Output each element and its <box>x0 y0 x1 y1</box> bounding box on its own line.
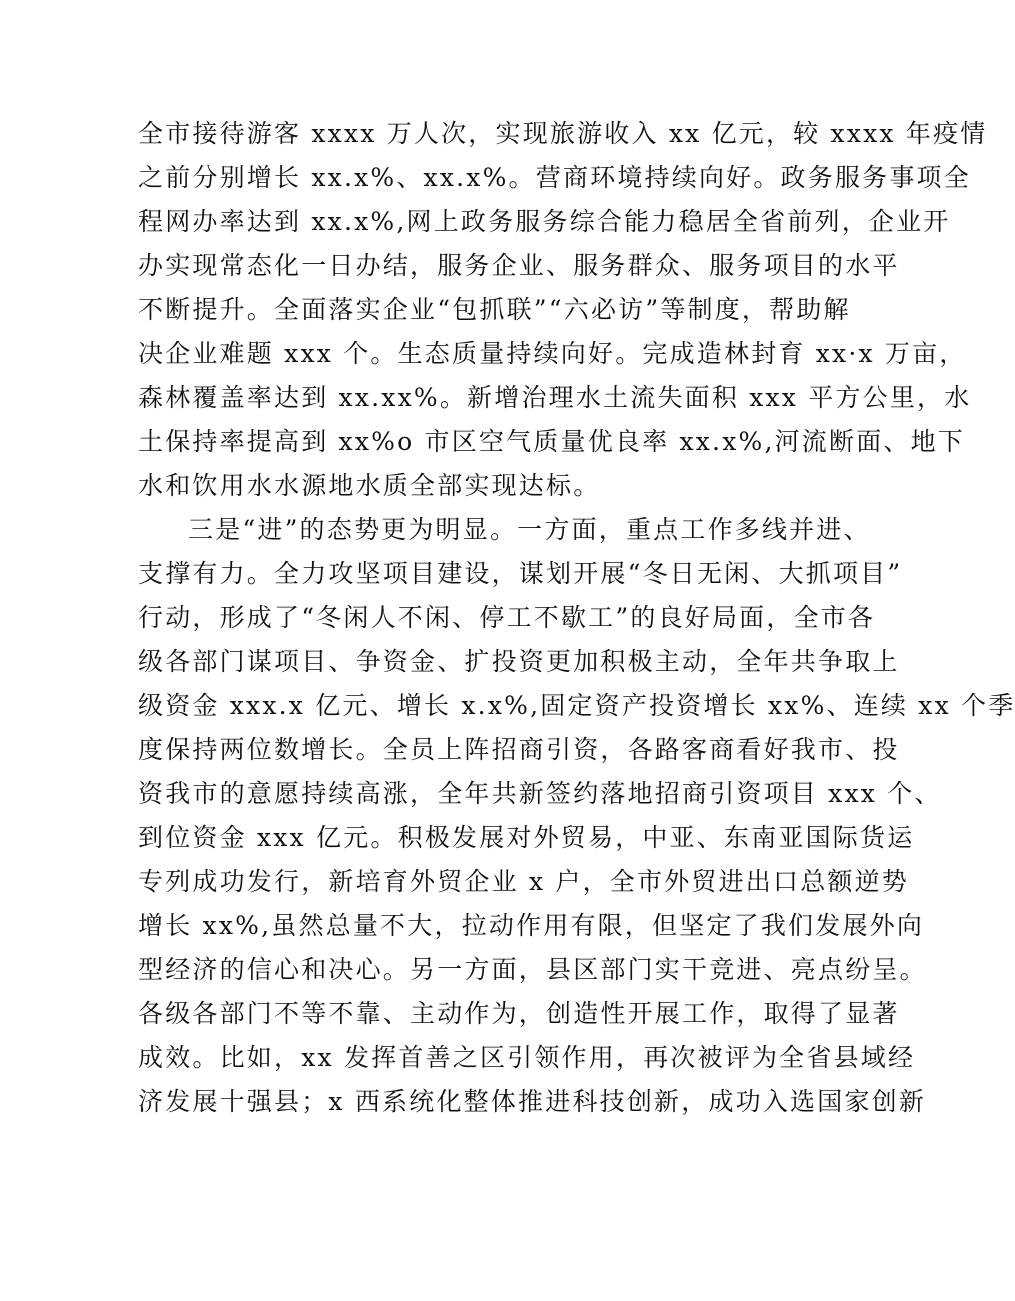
text-line: 各级各部门不等不靠、主动作为，创造性开展工作，取得了显著 <box>138 999 900 1028</box>
text-line: 级各部门谋项目、争资金、扩投资更加积极主动，全年共争取上 <box>138 647 900 676</box>
text-line: 成效。比如，xx 发挥首善之区引领作用，再次被评为全省县域经 <box>138 1043 916 1072</box>
text-line: 度保持两位数增长。全员上阵招商引资，各路客商看好我市、投 <box>138 735 900 764</box>
text-line: 全市接待游客 xxxx 万人次，实现旅游收入 xx 亿元，较 xxxx 年疫情 <box>138 119 988 148</box>
text-line: 之前分别增长 xx.x%、xx.x%。营商环境持续向好。政务服务事项全 <box>138 163 971 192</box>
document-body <box>138 112 1015 1124</box>
text-line: 到位资金 xxx 亿元。积极发展对外贸易，中亚、东南亚国际货运 <box>138 823 915 852</box>
text-line: 资我市的意愿持续高涨，全年共新签约落地招商引资项目 xxx 个、 <box>138 779 942 808</box>
text-line: 土保持率提高到 xx%o 市区空气质量优良率 xx.x%,河流断面、地下 <box>138 427 965 456</box>
text-line: 不断提升。全面落实企业“包抓联”“六必访”等制度，帮助解 <box>138 295 851 324</box>
text-line: 森林覆盖率达到 xx.xx%。新增治理水土流失面积 xxx 平方公里，水 <box>138 383 972 412</box>
text-line: 级资金 xxx.x 亿元、增长 x.x%,固定资产投资增长 xx%、连续 xx 个季 <box>138 691 1015 720</box>
paragraph-2 <box>138 508 1015 1124</box>
text-line: 三是“进”的态势更为明显。一方面，重点工作多线并进、 <box>188 515 871 544</box>
text-line: 支撑有力。全力攻坚项目建设，谋划开展“冬日无闲、大抓项目” <box>138 559 903 588</box>
text-line: 水和饮用水水源地水质全部实现达标。 <box>138 471 601 500</box>
text-line: 程网办率达到 xx.x%,网上政务服务综合能力稳居全省前列，企业开 <box>138 207 951 236</box>
text-line: 行动，形成了“冬闲人不闲、停工不歇工”的良好局面，全市各 <box>138 603 876 632</box>
text-line: 济发展十强县；x 西系统化整体推进科技创新，成功入选国家创新 <box>138 1087 927 1116</box>
paragraph-1 <box>138 112 988 508</box>
text-line: 专列成功发行，新培育外贸企业 x 户，全市外贸进出口总额逆势 <box>138 867 909 896</box>
text-line: 增长 xx%,虽然总量不大，拉动作用有限，但坚定了我们发展外向 <box>138 911 925 940</box>
text-line: 决企业难题 xxx 个。生态质量持续向好。完成造林封育 xx·x 万亩， <box>138 339 967 368</box>
text-line: 型经济的信心和决心。另一方面，县区部门实干竞进、亮点纷呈。 <box>138 955 927 984</box>
text-line: 办实现常态化一日办结，服务企业、服务群众、服务项目的水平 <box>138 251 900 280</box>
